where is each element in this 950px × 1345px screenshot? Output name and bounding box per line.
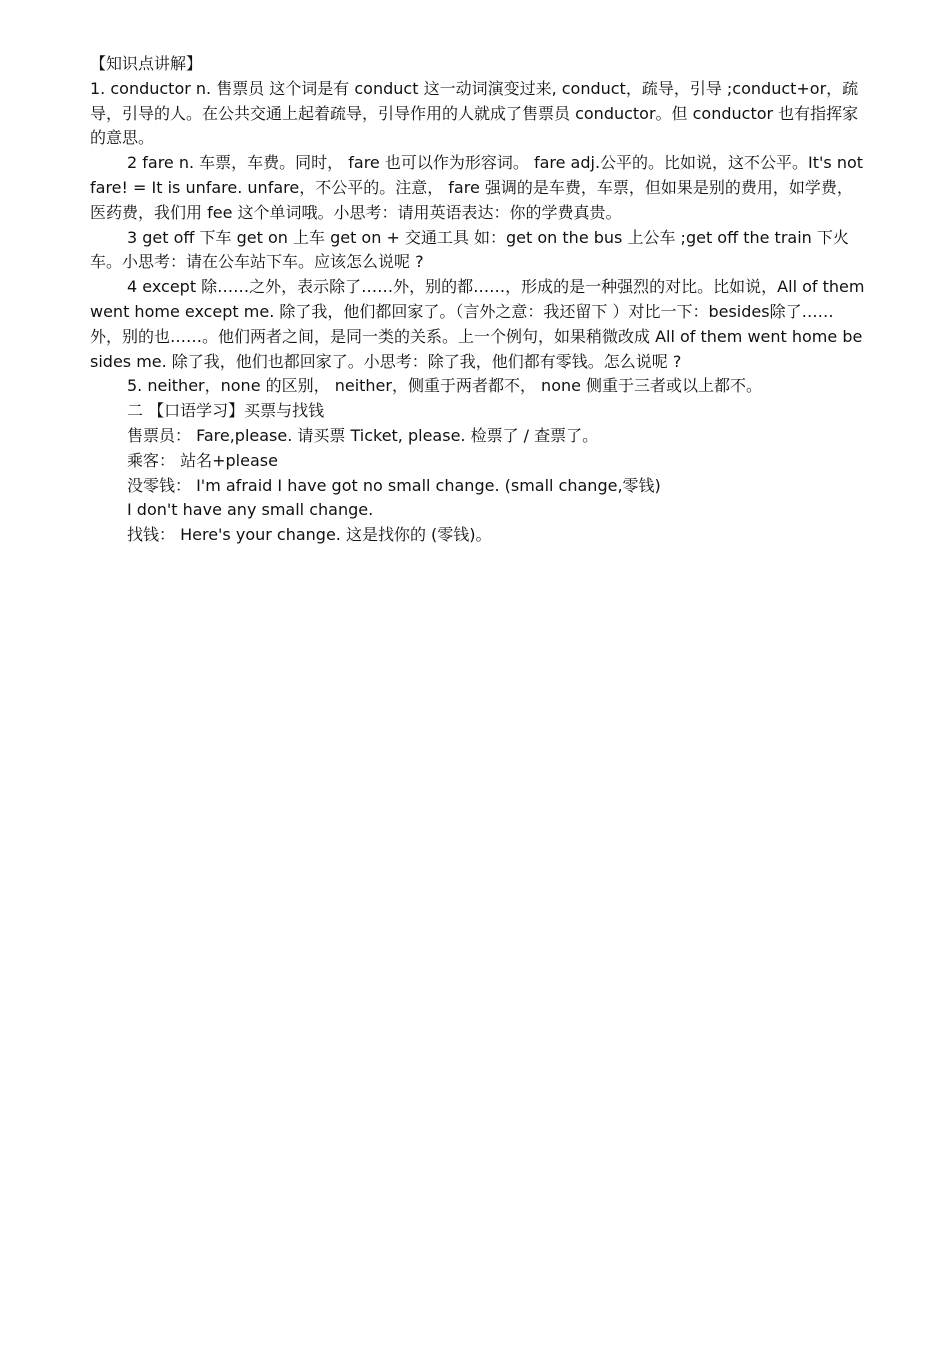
dialogue-line-2: 乘客： 站名+please — [127, 450, 278, 470]
section-two-heading: 二 【口语学习】买票与找钱 — [127, 401, 325, 421]
document-page — [90, 52, 865, 548]
dialogue-line-4: I don't have any small change. — [127, 500, 374, 520]
paragraph-4: 4 except 除……之外，表示除了……外，别的都……，形成的是一种强烈的对比。比如说，All of them went home except me. 除了我，他们都回家了。（言外之意：我还留下 ）对比一下：besides除了……外，别的也……。他们两者之间，是同一类的关系。上一个例句，如果稍微改成 All of them went home besides me. 除了我，他们也都回家了。小思考：除了我，他们都有零钱。怎么说呢 ? — [90, 277, 865, 371]
paragraph-5: 5. neither，none 的区别， neither，侧重于两者都不， none 侧重于三者或以上都不。 — [127, 376, 763, 396]
dialogue-line-3: 没零钱： I'm afraid I have got no small change. (small change,零钱) — [127, 475, 661, 495]
dialogue-line-5: 找钱： Here's your change. 这是找你的 (零钱)。 — [127, 525, 492, 545]
paragraph-2: 2 fare n. 车票，车费。同时， fare 也可以作为形容词。 fare adj.公平的。比如说，这不公平。It's not fare! = It is unfare. unfare，不公平的。注意， fare 强调的是车费，车票，但如果是别的费用，如学费，医药费，我们用 fee 这个单词哦。小思考：请用英语表达：你的学费真贵。 — [90, 153, 864, 222]
dialogue-line-1: 售票员： Fare,please. 请买票 Ticket, please. 检票了 / 查票了。 — [127, 425, 599, 445]
paragraph-1: 1. conductor n. 售票员 这个词是有 conduct 这一动词演变过来, conduct，疏导，引导 ;conduct+or，疏导，引导的人。在公共交通上起着疏导，引导作用的人就成了售票员 conductor。但 conductor 也有指挥家的意思。 — [90, 78, 859, 148]
section-heading: 【知识点讲解】 — [90, 54, 203, 73]
paragraph-3: 3 get off 下车 get on 上车 get on + 交通工具 如：get on the bus 上公车 ;get off the train 下火车。小思考：请在公车站下车。应该怎么说呢 ? — [90, 227, 849, 272]
